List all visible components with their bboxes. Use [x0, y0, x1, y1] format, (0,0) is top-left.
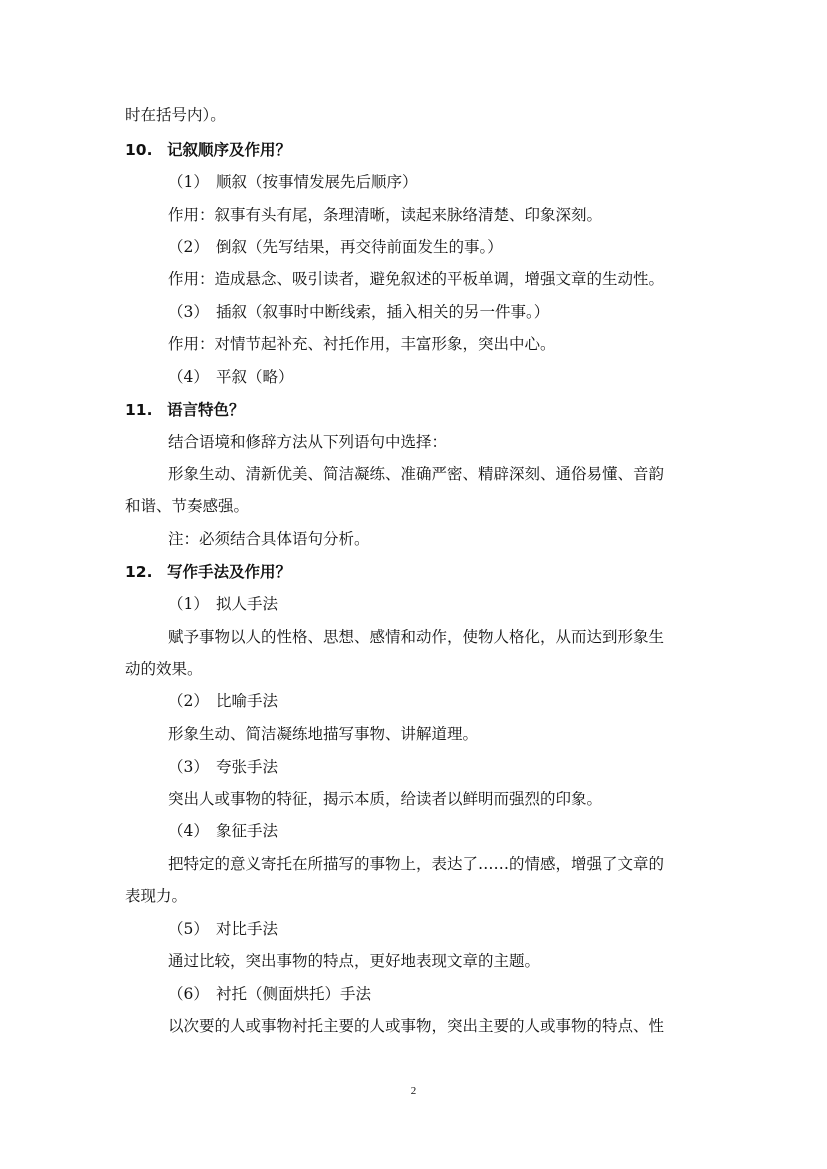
- list-item: [168, 821, 278, 841]
- item-text: 插叙（叙事时中断线索，插入相关的另一件事。）: [216, 303, 550, 321]
- paragraph-line: 突出人或事物的特征，揭示本质，给读者以鲜明而强烈的印象。: [168, 790, 603, 808]
- continued-text: 时在括号内）。: [125, 106, 226, 124]
- item-text: 拟人手法: [216, 595, 279, 613]
- list-item: [168, 172, 418, 192]
- item-text: 夸张手法: [216, 758, 279, 776]
- section-title: 语言特色？: [167, 401, 245, 419]
- list-item: [168, 367, 294, 387]
- section-heading-10: [125, 140, 291, 160]
- list-item: [168, 984, 371, 1004]
- effect-text: 造成悬念、吸引读者，避免叙述的平板单调，增强文章的生动性。: [214, 270, 665, 288]
- list-item: [168, 594, 278, 614]
- item-number: （1）: [168, 173, 209, 191]
- section-heading-12: [125, 562, 291, 582]
- section-number: 12.: [125, 563, 153, 581]
- list-item: [168, 919, 278, 939]
- effect-label: 作用：: [168, 335, 215, 353]
- paragraph-line: 结合语境和修辞方法从下列语句中选择：: [168, 433, 448, 451]
- item-text: 衬托（侧面烘托）手法: [216, 985, 372, 1003]
- effect-label: 作用：: [168, 270, 215, 288]
- page-number: 2: [410, 1085, 417, 1097]
- effect-line: [168, 269, 664, 289]
- section-title: 写作手法及作用？: [167, 563, 292, 581]
- paragraph-line: 形象生动、简洁凝练地描写事物、讲解道理。: [168, 725, 479, 743]
- effect-line: [168, 334, 556, 354]
- list-item: [168, 237, 503, 257]
- item-number: （3）: [168, 303, 209, 321]
- paragraph-line: 形象生动、清新优美、简洁凝练、准确严密、精辟深刻、通俗易懂、音韵: [168, 465, 665, 483]
- section-heading-11: [125, 400, 245, 420]
- item-text: 比喻手法: [216, 692, 279, 710]
- item-text: 平叙（略）: [216, 368, 294, 386]
- item-number: （3）: [168, 758, 209, 776]
- list-item: [168, 757, 278, 777]
- item-text: 象征手法: [216, 822, 279, 840]
- section-number: 11.: [125, 401, 153, 419]
- item-text: 倒叙（先写结果，再交待前面发生的事。）: [216, 238, 503, 256]
- item-number: （2）: [168, 238, 209, 256]
- paragraph-line: 把特定的意义寄托在所描写的事物上，表达了……的情感，增强了文章的: [168, 855, 665, 873]
- effect-label: 作用：: [168, 206, 215, 224]
- item-number: （5）: [168, 920, 209, 938]
- effect-line: [168, 205, 602, 225]
- item-number: （1）: [168, 595, 209, 613]
- paragraph-line: 动的效果。: [125, 660, 203, 678]
- item-text: 对比手法: [216, 920, 279, 938]
- effect-text: 对情节起补充、衬托作用，丰富形象，突出中心。: [214, 335, 556, 353]
- item-number: （6）: [168, 985, 209, 1003]
- item-text: 顺叙（按事情发展先后顺序）: [216, 173, 418, 191]
- paragraph-line: 表现力。: [125, 887, 188, 905]
- item-number: （4）: [168, 822, 209, 840]
- paragraph-line: 赋予事物以人的性格、思想、感情和动作，使物人格化，从而达到形象生: [168, 628, 665, 646]
- paragraph-line: 通过比较，突出事物的特点，更好地表现文章的主题。: [168, 952, 541, 970]
- item-number: （2）: [168, 692, 209, 710]
- section-number: 10.: [125, 141, 153, 159]
- list-item: [168, 302, 549, 322]
- paragraph-line: 和谐、节奏感强。: [125, 497, 250, 515]
- effect-text: 叙事有头有尾，条理清晰，读起来脉络清楚、印象深刻。: [214, 206, 603, 224]
- paragraph-line: 以次要的人或事物衬托主要的人或事物，突出主要的人或事物的特点、性: [168, 1017, 665, 1035]
- note-line: 注：必须结合具体语句分析。: [168, 530, 370, 548]
- list-item: [168, 691, 278, 711]
- section-title: 记叙顺序及作用？: [167, 141, 292, 159]
- item-number: （4）: [168, 368, 209, 386]
